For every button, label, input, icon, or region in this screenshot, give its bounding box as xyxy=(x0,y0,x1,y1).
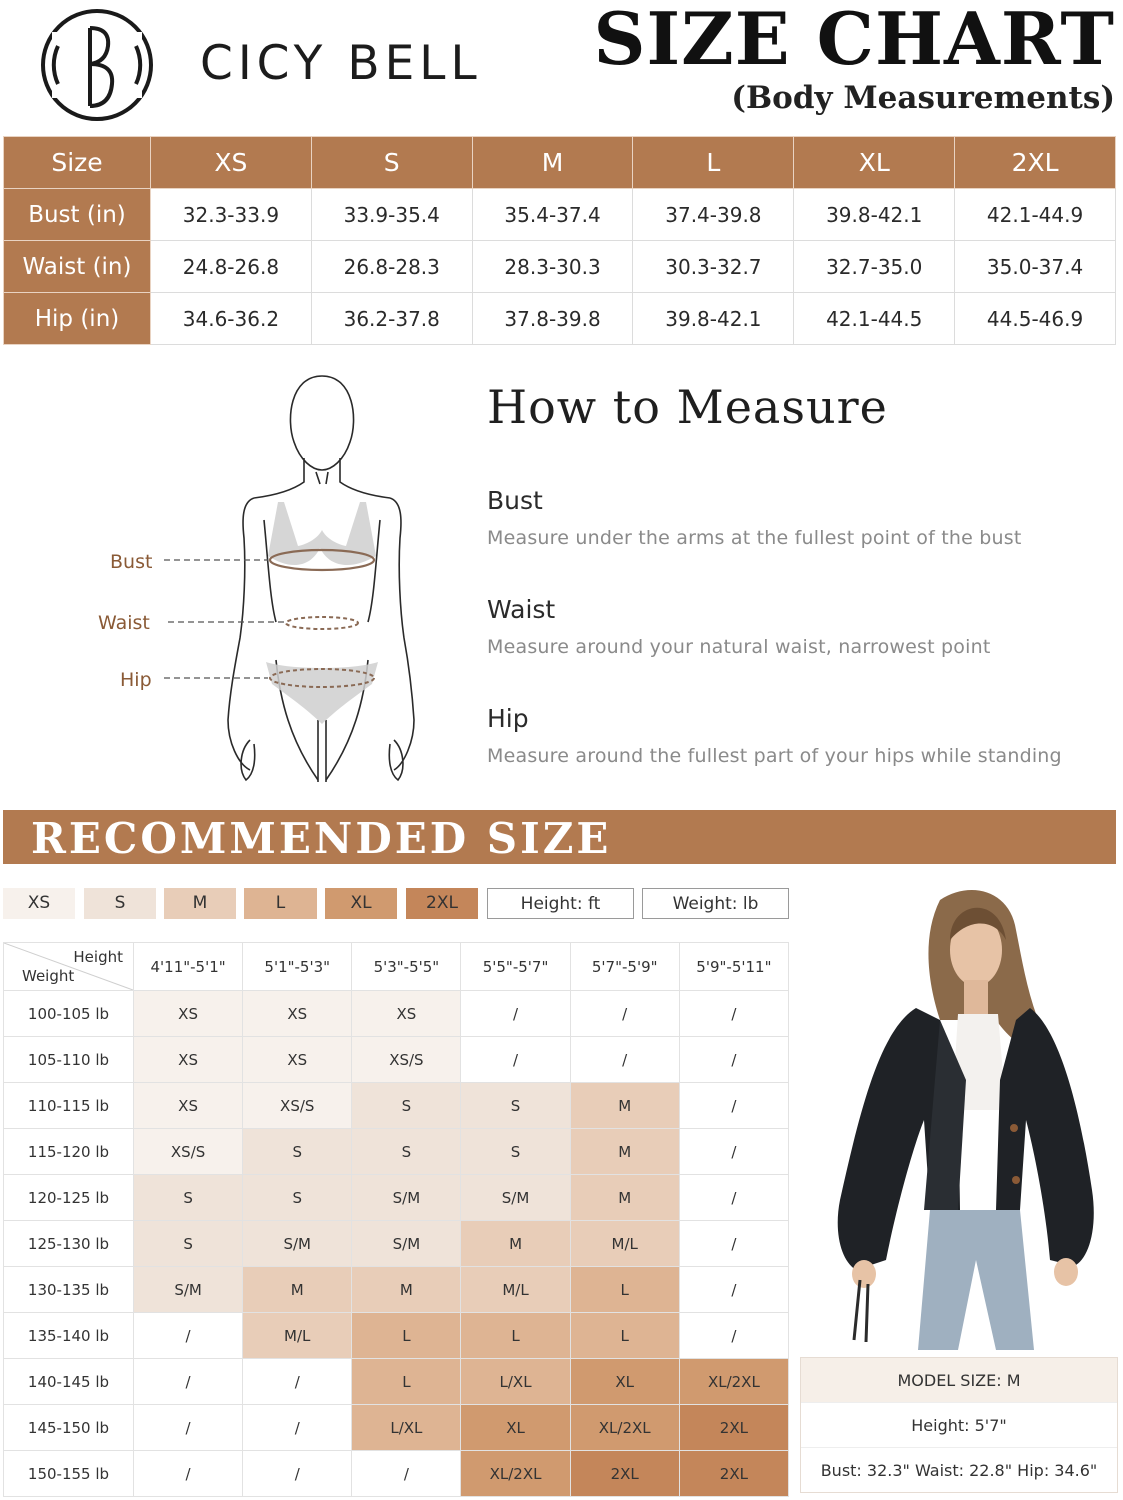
weight-row xyxy=(4,991,789,1037)
size-recommendation-cell: XS/S xyxy=(243,1083,352,1129)
size-recommendation-cell: M/L xyxy=(570,1221,679,1267)
size-recommendation-cell: M xyxy=(570,1175,679,1221)
weight-row-label: 140-145 lb xyxy=(4,1359,134,1405)
size-recommendation-cell: / xyxy=(679,1037,788,1083)
measurement-cell: 35.0-37.4 xyxy=(955,241,1116,293)
measurement-cell: 33.9-35.4 xyxy=(311,189,472,241)
measure-waist-text: Measure around your natural waist, narrowest point xyxy=(487,636,991,658)
size-recommendation-cell: XS xyxy=(134,1037,243,1083)
weight-row xyxy=(4,1083,789,1129)
size-recommendation-cell: S/M xyxy=(134,1267,243,1313)
legend-height-unit: Height: ft xyxy=(487,888,634,919)
size-recommendation-cell: XL xyxy=(570,1359,679,1405)
measurement-cell: 37.8-39.8 xyxy=(472,293,633,345)
recommended-size-table xyxy=(3,942,789,1497)
measurement-cell: 30.3-32.7 xyxy=(633,241,794,293)
measurement-cell: 42.1-44.9 xyxy=(955,189,1116,241)
size-recommendation-cell: L xyxy=(570,1267,679,1313)
size-recommendation-cell: XL/2XL xyxy=(679,1359,788,1405)
measurement-cell: 28.3-30.3 xyxy=(472,241,633,293)
size-l-header: L xyxy=(633,137,794,189)
weight-row xyxy=(4,1175,789,1221)
measurement-cell: 26.8-28.3 xyxy=(311,241,472,293)
measure-bust-heading: Bust xyxy=(487,486,543,515)
corner-height-label: Height xyxy=(73,948,123,966)
size-recommendation-cell: / xyxy=(243,1451,352,1497)
size-xs-header: XS xyxy=(151,137,312,189)
size-recommendation-cell: M xyxy=(243,1267,352,1313)
measurement-cell: 24.8-26.8 xyxy=(151,241,312,293)
model-measurements: Bust: 32.3" Waist: 22.8" Hip: 34.6" xyxy=(820,1461,1098,1480)
size-header: Size xyxy=(4,137,151,189)
size-recommendation-cell: XS xyxy=(134,991,243,1037)
height-col-header: 4'11"-5'1" xyxy=(134,943,243,991)
measurement-cell: 39.8-42.1 xyxy=(794,189,955,241)
height-col-header: 5'9"-5'11" xyxy=(679,943,788,991)
measure-waist-heading: Waist xyxy=(487,595,556,624)
measurement-row-label: Hip (in) xyxy=(4,293,151,345)
model-height: Height: 5'7" xyxy=(801,1403,1117,1448)
size-recommendation-cell: L xyxy=(461,1313,570,1359)
size-recommendation-cell: M xyxy=(461,1221,570,1267)
size-s-header: S xyxy=(311,137,472,189)
size-recommendation-cell: S xyxy=(352,1129,461,1175)
page-title: SIZE CHART xyxy=(593,0,1115,81)
recommended-size-title: RECOMMENDED SIZE xyxy=(31,814,612,863)
size-recommendation-cell: L xyxy=(352,1313,461,1359)
size-recommendation-cell: / xyxy=(134,1313,243,1359)
table-corner-cell xyxy=(4,943,134,991)
height-col-header: 5'3"-5'5" xyxy=(352,943,461,991)
size-recommendation-cell: S/M xyxy=(352,1221,461,1267)
model-info-card xyxy=(800,1357,1118,1493)
weight-row-label: 130-135 lb xyxy=(4,1267,134,1313)
size-recommendation-cell: S/M xyxy=(461,1175,570,1221)
corner-weight-label: Weight xyxy=(22,967,75,985)
measurement-row-label: Waist (in) xyxy=(4,241,151,293)
measurement-row xyxy=(4,293,1116,345)
legend-xl: XL xyxy=(325,888,397,919)
measurement-cell: 39.8-42.1 xyxy=(633,293,794,345)
size-recommendation-cell: S/M xyxy=(243,1221,352,1267)
size-recommendation-cell: / xyxy=(134,1359,243,1405)
measure-hip-text: Measure around the fullest part of your hips while standing xyxy=(487,745,1062,767)
size-recommendation-cell: S xyxy=(461,1083,570,1129)
recommended-size-banner xyxy=(3,810,1116,864)
measurement-cell: 32.3-33.9 xyxy=(151,189,312,241)
size-recommendation-cell: XS/S xyxy=(134,1129,243,1175)
size-recommendation-cell: M xyxy=(570,1083,679,1129)
weight-row-label: 145-150 lb xyxy=(4,1405,134,1451)
size-recommendation-cell: S xyxy=(461,1129,570,1175)
size-recommendation-cell: / xyxy=(679,991,788,1037)
size-recommendation-cell: XL xyxy=(461,1405,570,1451)
measurement-table xyxy=(3,136,1116,345)
weight-row xyxy=(4,1129,789,1175)
size-recommendation-cell: 2XL xyxy=(570,1451,679,1497)
measurement-cell: 35.4-37.4 xyxy=(472,189,633,241)
size-2xl-header: 2XL xyxy=(955,137,1116,189)
size-recommendation-cell: / xyxy=(679,1221,788,1267)
size-recommendation-cell: / xyxy=(679,1129,788,1175)
weight-row xyxy=(4,1037,789,1083)
size-recommendation-cell: XS xyxy=(243,991,352,1037)
legend-s: S xyxy=(84,888,156,919)
weight-row-label: 115-120 lb xyxy=(4,1129,134,1175)
size-recommendation-cell: XS xyxy=(134,1083,243,1129)
size-recommendation-cell: S xyxy=(243,1129,352,1175)
measurement-cell: 32.7-35.0 xyxy=(794,241,955,293)
model-size: MODEL SIZE: M xyxy=(801,1358,1117,1403)
size-recommendation-cell: S xyxy=(352,1083,461,1129)
measurement-row xyxy=(4,189,1116,241)
measure-waist-item xyxy=(487,595,991,658)
height-col-header: 5'5"-5'7" xyxy=(461,943,570,991)
measure-hip-item xyxy=(487,704,1062,767)
legend-m: M xyxy=(164,888,236,919)
weight-row xyxy=(4,1221,789,1267)
size-recommendation-cell: / xyxy=(461,991,570,1037)
body-measurement-figure xyxy=(90,370,430,790)
size-recommendation-cell: S xyxy=(243,1175,352,1221)
brand-name: CICY BELL xyxy=(200,36,482,91)
size-recommendation-cell: L xyxy=(352,1359,461,1405)
measurement-row-label: Bust (in) xyxy=(4,189,151,241)
measurement-cell: 36.2-37.8 xyxy=(311,293,472,345)
measurement-row xyxy=(4,241,1116,293)
legend-weight-unit: Weight: lb xyxy=(642,888,789,919)
measure-bust-text: Measure under the arms at the fullest point of the bust xyxy=(487,527,1022,549)
size-recommendation-cell: / xyxy=(243,1405,352,1451)
weight-row xyxy=(4,1313,789,1359)
size-recommendation-cell: M/L xyxy=(243,1313,352,1359)
weight-row xyxy=(4,1267,789,1313)
measurement-header-row xyxy=(4,137,1116,189)
legend-2xl: 2XL xyxy=(406,888,478,919)
size-recommendation-cell: 2XL xyxy=(679,1405,788,1451)
height-header-row xyxy=(4,943,789,991)
weight-row-label: 150-155 lb xyxy=(4,1451,134,1497)
measurement-cell: 42.1-44.5 xyxy=(794,293,955,345)
size-recommendation-cell: S/M xyxy=(352,1175,461,1221)
size-recommendation-cell: XL/2XL xyxy=(461,1451,570,1497)
size-recommendation-cell: / xyxy=(570,991,679,1037)
size-recommendation-cell: / xyxy=(679,1313,788,1359)
weight-row xyxy=(4,1451,789,1497)
size-recommendation-cell: M xyxy=(570,1129,679,1175)
size-recommendation-cell: L/XL xyxy=(461,1359,570,1405)
size-recommendation-cell: / xyxy=(352,1451,461,1497)
size-recommendation-cell: XS xyxy=(352,991,461,1037)
brand-logo-icon xyxy=(38,6,156,124)
size-recommendation-cell: / xyxy=(679,1083,788,1129)
legend-xs: XS xyxy=(3,888,75,919)
weight-row-label: 120-125 lb xyxy=(4,1175,134,1221)
size-recommendation-cell: / xyxy=(134,1405,243,1451)
size-recommendation-cell: L xyxy=(570,1313,679,1359)
size-recommendation-cell: S xyxy=(134,1175,243,1221)
measurement-cell: 44.5-46.9 xyxy=(955,293,1116,345)
weight-row xyxy=(4,1405,789,1451)
size-recommendation-cell: XS xyxy=(243,1037,352,1083)
size-recommendation-cell: L/XL xyxy=(352,1405,461,1451)
page-subtitle: (Body Measurements) xyxy=(731,80,1115,116)
measure-bust-item xyxy=(487,486,1022,549)
size-m-header: M xyxy=(472,137,633,189)
size-recommendation-cell: / xyxy=(243,1359,352,1405)
figure-label-bust: Bust xyxy=(110,551,153,573)
measurement-cell: 37.4-39.8 xyxy=(633,189,794,241)
figure-label-waist: Waist xyxy=(98,612,150,634)
height-col-header: 5'7"-5'9" xyxy=(570,943,679,991)
measurement-cell: 34.6-36.2 xyxy=(151,293,312,345)
size-recommendation-cell: XS/S xyxy=(352,1037,461,1083)
size-recommendation-cell: / xyxy=(679,1267,788,1313)
size-xl-header: XL xyxy=(794,137,955,189)
weight-row-label: 135-140 lb xyxy=(4,1313,134,1359)
weight-row-label: 110-115 lb xyxy=(4,1083,134,1129)
size-recommendation-cell: / xyxy=(570,1037,679,1083)
how-to-measure-title: How to Measure xyxy=(487,380,888,434)
weight-row-label: 100-105 lb xyxy=(4,991,134,1037)
size-recommendation-cell: M xyxy=(352,1267,461,1313)
legend-l: L xyxy=(244,888,317,919)
weight-row xyxy=(4,1359,789,1405)
size-recommendation-cell: / xyxy=(679,1175,788,1221)
size-recommendation-cell: XL/2XL xyxy=(570,1405,679,1451)
size-recommendation-cell: / xyxy=(461,1037,570,1083)
measure-hip-heading: Hip xyxy=(487,704,529,733)
size-recommendation-cell: / xyxy=(134,1451,243,1497)
size-recommendation-cell: S xyxy=(134,1221,243,1267)
size-recommendation-cell: M/L xyxy=(461,1267,570,1313)
size-recommendation-cell: 2XL xyxy=(679,1451,788,1497)
figure-label-hip: Hip xyxy=(120,669,152,691)
height-col-header: 5'1"-5'3" xyxy=(243,943,352,991)
weight-row-label: 105-110 lb xyxy=(4,1037,134,1083)
model-photo xyxy=(820,880,1110,1350)
weight-row-label: 125-130 lb xyxy=(4,1221,134,1267)
